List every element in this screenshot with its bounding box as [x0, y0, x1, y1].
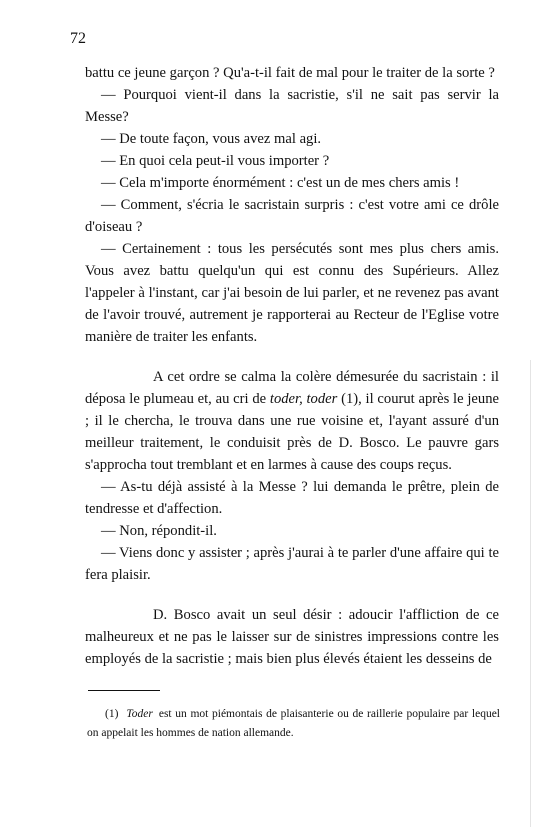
dialogue-line: — Comment, s'écria le sacristain surpris : c'est votre ami ce drôle d'oiseau ? [85, 197, 499, 235]
italic-term: toder, toder [269, 391, 338, 407]
page-number: 72 [70, 30, 86, 47]
dialogue-line: — Pourquoi vient-il dans la sacristie, s'il ne sait pas servir la Messe? [85, 87, 499, 125]
footnote-divider [88, 690, 160, 691]
narrative-paragraph: D. Bosco avait un seul désir : adoucir l'affliction de ce malheureux et ne pas le laisser sur de sinistres impressions contre les employés de la sacristie ; mais bien plus élevés étaient les desseins de [85, 607, 499, 667]
paragraph-continuation: battu ce jeune garçon ? Qu'a-t-il fait de mal pour le traiter de la sorte ? [85, 65, 495, 81]
dialogue-line: — En quoi cela peut-il vous importer ? [101, 153, 330, 169]
footnote-reference: (1) [337, 391, 359, 407]
paragraph-text-start: A cet ordre se calma la colère démesurée du sacristain : il déposa le plumeau et, au cri de [85, 369, 499, 407]
footnote [87, 705, 500, 743]
footnote-term: Toder [126, 708, 153, 720]
dialogue-line: — Non, répondit-il. [101, 523, 217, 539]
dialogue-line: — Certainement : tous les persécutés sont mes plus chers amis. Vous avez battu quelqu'un qui est connu des Supérieurs. Allez l'appeler à l'instant, car j'ai besoin de lui parler, et ne revenez pas avant de l'avoir trouvé, autrement je rapporterai au Recteur de l'Eglise votre manière de traiter les enfants. [85, 241, 499, 345]
footnote-text: est un mot piémontais de plaisanterie ou de raillerie populaire par lequel on appelait les hommes de nation allemande. [87, 708, 500, 739]
body-text [85, 62, 499, 670]
footnote-marker: (1) [105, 708, 119, 720]
narrative-paragraph [85, 366, 499, 476]
dialogue-line: — As-tu déjà assisté à la Messe ? lui demanda le prêtre, plein de tendresse et d'affection. [85, 479, 499, 517]
dialogue-line: — De toute façon, vous avez mal agi. [101, 131, 322, 147]
dialogue-line: — Cela m'importe énormément : c'est un de mes chers amis ! [101, 175, 460, 191]
page-edge-line [530, 360, 531, 827]
paragraph-text-end: , il courut après le jeune ; il le chercha, le trouva dans une rue voisine et, l'ayant assuré d'un meilleur traitement, le conduisit près de D. Bosco. Le pauvre gars s'approcha tout tremblant et en larmes à cause des coups reçus. [85, 391, 499, 473]
dialogue-line: — Viens donc y assister ; après j'aurai à te parler d'une affaire qui te fera plaisir. [85, 545, 499, 583]
